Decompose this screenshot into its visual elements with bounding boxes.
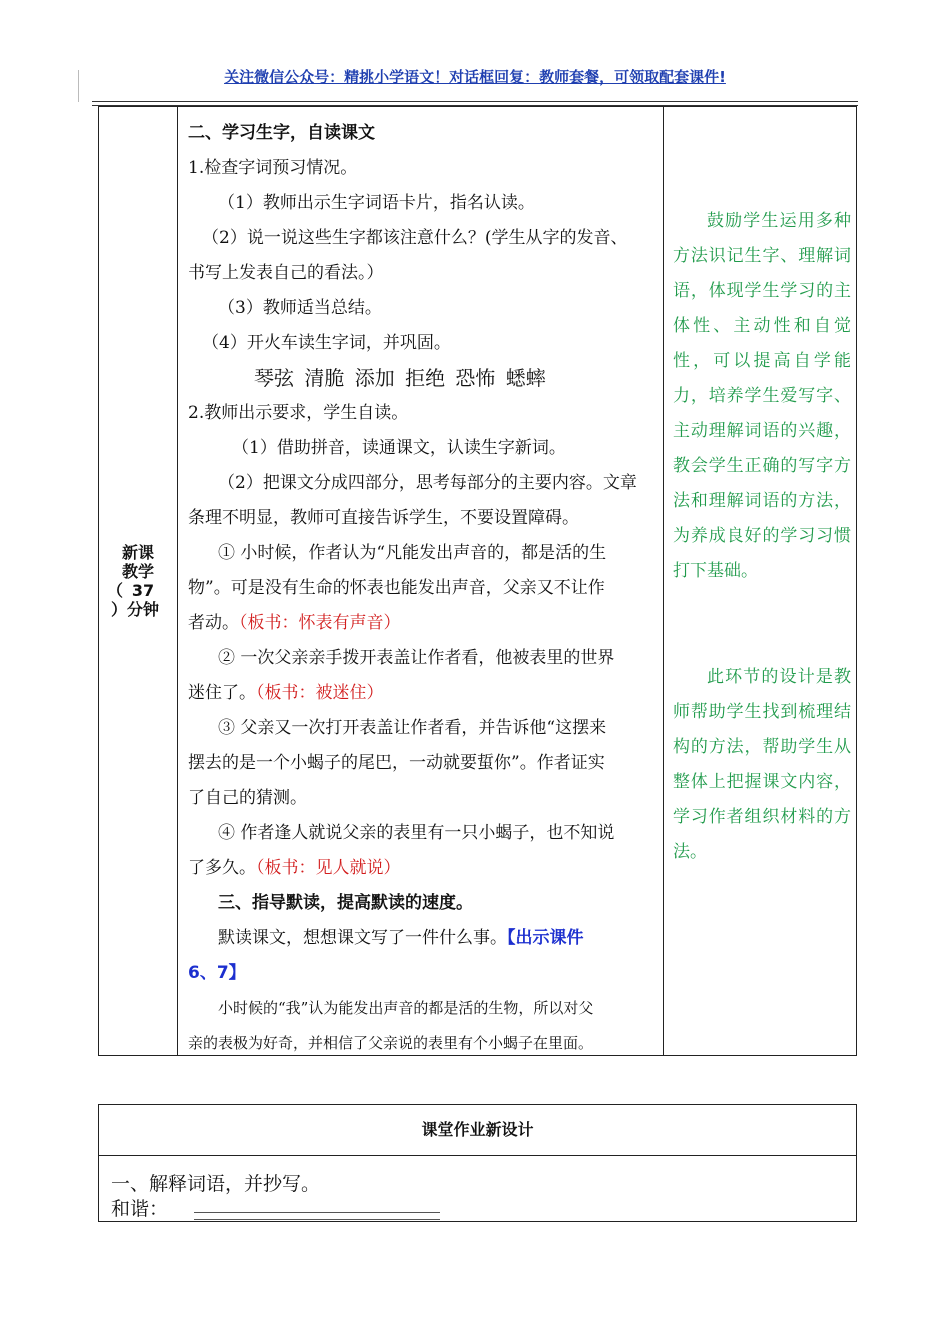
content-text: 默读课文，想想课文写了一件什么事。 [218,928,507,948]
content-text: 摆去的是一个小蝎子的尾巴，一动就要蜇你”。作者证实 [188,753,605,773]
duration-minutes: 37 [131,581,155,600]
teaching-note [673,660,851,870]
duration [99,581,177,600]
content-text: 亲的表极为好奇，并相信了父亲说的表里有个小蝎子在里面。 [188,1034,594,1052]
teaching-note [673,204,851,589]
content-line [188,536,664,571]
content-line [188,256,664,291]
content-text: 三、指导默读，提高默读的速度。 [218,893,473,913]
content-line [188,956,664,991]
content-line [188,221,664,256]
content-line [188,571,664,606]
content-line [188,291,664,326]
content-line [188,676,664,711]
content-line [188,606,664,641]
content-line [188,781,664,816]
term-label: 和谐： [111,1198,169,1220]
column-divider [177,107,178,1055]
content-text: ① 小时候，作者认为“凡能发出声音的，都是活的生 [218,543,607,563]
header-banner[interactable]: 关注微信公众号：精挑小学语文！对话框回复：教师套餐，可领取配套课件! [224,68,726,86]
content-text: （3）教师适当总结。 [218,298,382,318]
content-line [188,991,664,1026]
homework-item: 一、解释词语，并抄写。 [111,1173,321,1195]
content-line [188,921,664,956]
board-note: （板书：被迷住） [256,683,384,703]
content-text: （2）说一说这些生字都该注意什么？(学生从字的发音、 [202,228,628,248]
content-line [188,1026,664,1061]
content-text: ④ 作者逢人就说父亲的表里有一只小蝎子，也不知说 [218,823,615,843]
content-line [188,851,664,886]
content-text: ③ 父亲又一次打开表盖让作者看，并告诉他“这摆来 [218,718,607,738]
content-line [188,816,664,851]
homework-term [111,1194,440,1221]
courseware-link[interactable]: 【出示课件 [507,928,584,948]
content-line [188,326,664,361]
content-text: 了自己的猜测。 [188,788,307,808]
content-line [188,186,664,221]
content-line [188,116,664,151]
content-line [188,641,664,676]
content-line [188,886,664,921]
section-label [99,543,177,619]
content-line [188,466,664,501]
content-text: （1）借助拼音，读通课文，认读生字新词。 [232,438,566,458]
content-text: 条理不明显，教师可直接告诉学生，不要设置障碍。 [188,508,579,528]
answer-blank[interactable] [194,1212,440,1220]
content-line [188,396,664,431]
content-text: 2.教师出示要求，学生自读。 [188,403,409,423]
content-line [188,746,664,781]
homework-table [98,1104,857,1222]
content-text: 二、学习生字，自读课文 [188,123,375,143]
content-text: 小时候的“我”认为能发出声音的都是活的生物，所以对父 [218,999,594,1017]
content-line [188,151,664,186]
lesson-content [188,116,664,1061]
note-text: 此环节的设计是教师帮助学生找到梳理结构的方法，帮助学生从整体上把握课文内容，学习作者组织材料的方法。 [673,667,851,862]
content-line [188,431,664,466]
content-text: （2）把课文分成四部分，思考每部分的主要内容。文章 [218,473,637,493]
content-text: 物”。可是没有生命的怀表也能发出声音，父亲又不让作 [188,578,605,598]
content-text: ② 一次父亲亲手拨开表盖让作者看，他被表里的世界 [218,648,615,668]
content-text: （4）开火车读生字词，并巩固。 [202,333,451,353]
content-line [188,711,664,746]
section-label-line: 新课 [121,543,154,562]
content-line [188,501,664,536]
homework-title: 课堂作业新设计 [99,1105,856,1156]
section-label-line: 教学 [121,562,154,581]
content-text: 书写上发表自己的看法。） [188,263,384,283]
content-text: 琴弦 清脆 添加 拒绝 恐怖 蟋蟀 [254,366,546,390]
lesson-table [98,106,857,1056]
content-text: 了多久。 [188,858,256,878]
courseware-link[interactable]: 6、7】 [188,963,246,983]
duration-unit: ）分钟 [111,600,160,619]
content-text: 迷住了。 [188,683,256,703]
duration-paren: （ [107,581,124,600]
content-text: 1.检查字词预习情况。 [188,158,358,178]
note-text: 鼓励学生运用多种方法识记生字、理解词语，体现学生学习的主体性、主动性和自觉性，可以提高自学能力，培养学生爱写字、主动理解词语的兴趣，教会学生正确的写字方法和理解词语的方法，为养成良好的学习习惯打下基础。 [673,211,851,581]
content-text: 者动。 [188,613,239,633]
board-note: （板书：怀表有声音） [239,613,401,633]
content-line [188,361,664,396]
board-note: （板书：见人就说） [256,858,401,878]
content-text: （1）教师出示生字词语卡片，指名认读。 [218,193,535,213]
